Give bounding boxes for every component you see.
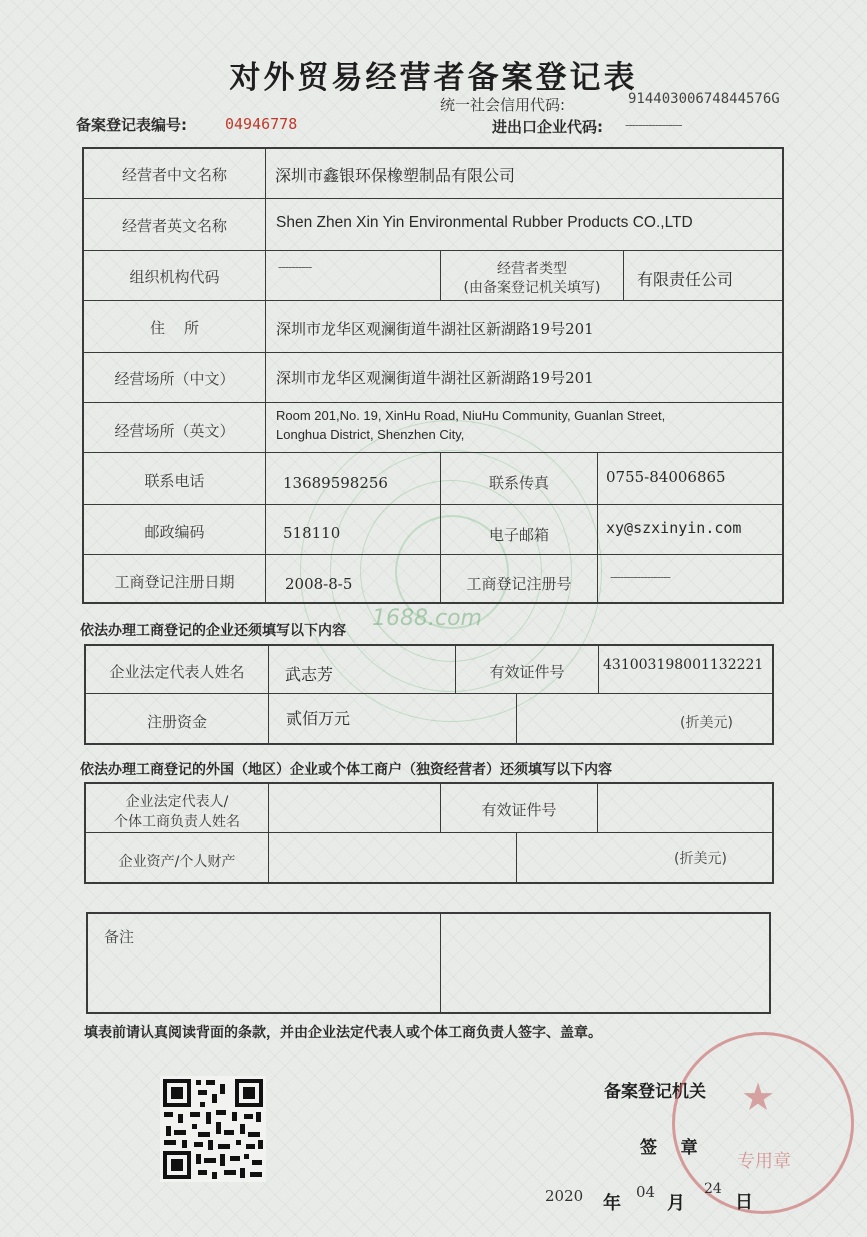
notice-text: 填表前请认真阅读背面的条款，并由企业法定代表人或个体工商负责人签字、盖章。 xyxy=(84,1025,602,1041)
fax-label: 联系传真 xyxy=(488,474,549,492)
phone-label: 联系电话 xyxy=(144,472,205,490)
qr-code xyxy=(160,1076,266,1182)
en-name-value: Shen Zhen Xin Yin Environmental Rubber Products CO.,LTD xyxy=(276,214,693,231)
capital-value: 贰佰万元 xyxy=(286,709,351,728)
date-month: 04 xyxy=(636,1183,656,1201)
email-value: xy@szxinyin.com xyxy=(606,519,742,537)
org-code-label: 组织机构代码 xyxy=(129,268,220,286)
watermark-text: 1688.com xyxy=(372,606,482,631)
section2-heading: 依法办理工商登记的企业还须填写以下内容 xyxy=(80,623,346,639)
date-day-unit: 日 xyxy=(735,1192,753,1213)
stamp-star-icon: ★ xyxy=(741,1075,776,1119)
authority-label: 备案登记机关 xyxy=(604,1082,706,1102)
import-export-label: 进出口企业代码: xyxy=(492,118,603,136)
date-year-unit: 年 xyxy=(603,1193,621,1214)
cn-name-label: 经营者中文名称 xyxy=(121,166,227,184)
reg-num-label: 工商登记注册号 xyxy=(466,575,572,593)
foreign-rep-label-2: 个体工商负责人姓名 xyxy=(114,814,240,830)
postcode-value: 518110 xyxy=(283,524,341,542)
premises-en-line2: Longhua District, Shenzhen City, xyxy=(276,427,465,442)
org-code-value: ---------- xyxy=(278,260,312,274)
legal-rep-value: 武志芳 xyxy=(285,665,334,684)
fax-value: 0755-84006865 xyxy=(606,468,726,486)
date-month-unit: 月 xyxy=(667,1193,685,1214)
premises-en-line1: Room 201,No. 19, XinHu Road, NiuHu Community, Guanlan Street, xyxy=(276,408,666,423)
operator-type-value: 有限责任公司 xyxy=(637,270,734,289)
remarks-label: 备注 xyxy=(104,928,135,946)
assets-label: 企业资产/个人财产 xyxy=(118,854,236,870)
postcode-label: 邮政编码 xyxy=(144,523,205,541)
foreign-id-label: 有效证件号 xyxy=(481,801,557,819)
premises-cn-label: 经营场所（中文） xyxy=(114,370,235,388)
id-label: 有效证件号 xyxy=(489,663,565,681)
import-export-value: ----------------- xyxy=(625,118,682,132)
foreign-rep-label: 企业法定代表人/ xyxy=(125,794,229,810)
date-year: 2020 xyxy=(545,1187,584,1205)
address-value: 深圳市龙华区观澜街道牛湖社区新湖路19号201 xyxy=(276,320,594,338)
assets-usd-note: (折美元) xyxy=(674,851,727,867)
capital-usd-note: (折美元) xyxy=(680,715,733,731)
uscc-label: 统一社会信用代码: xyxy=(440,96,566,114)
phone-value: 13689598256 xyxy=(283,474,388,492)
official-stamp xyxy=(672,1032,854,1214)
section3-heading: 依法办理工商登记的外国（地区）企业或个体工商户（独资经营者）还须填写以下内容 xyxy=(80,762,612,778)
reg-no-label: 备案登记表编号: xyxy=(76,116,187,134)
id-value: 431003198001132221 xyxy=(603,657,764,673)
premises-en-label: 经营场所（英文） xyxy=(114,422,235,440)
en-name-label: 经营者英文名称 xyxy=(121,217,227,235)
date-day: 24 xyxy=(704,1181,722,1197)
address-label: 住 所 xyxy=(149,319,200,337)
cn-name-value: 深圳市鑫银环保橡塑制品有限公司 xyxy=(275,166,516,185)
premises-cn-value: 深圳市龙华区观澜街道牛湖社区新湖路19号201 xyxy=(276,369,594,387)
page-title: 对外贸易经营者备案登记表 xyxy=(229,60,638,96)
capital-label: 注册资金 xyxy=(146,713,207,731)
reg-num-value: ------------------ xyxy=(610,570,670,584)
seal-label: 签 章 xyxy=(640,1138,698,1158)
legal-rep-label: 企业法定代表人姓名 xyxy=(109,663,245,681)
operator-type-note: (由备案登记机关填写) xyxy=(463,280,601,296)
reg-date-value: 2008-8-5 xyxy=(285,575,353,593)
uscc-value: 91440300674844576G xyxy=(628,91,780,107)
stamp-text: 专用章 xyxy=(737,1151,791,1172)
email-label: 电子邮箱 xyxy=(488,526,549,544)
reg-date-label: 工商登记注册日期 xyxy=(114,573,235,591)
reg-no-value: 04946778 xyxy=(225,115,298,133)
operator-type-label: 经营者类型 xyxy=(497,261,567,277)
